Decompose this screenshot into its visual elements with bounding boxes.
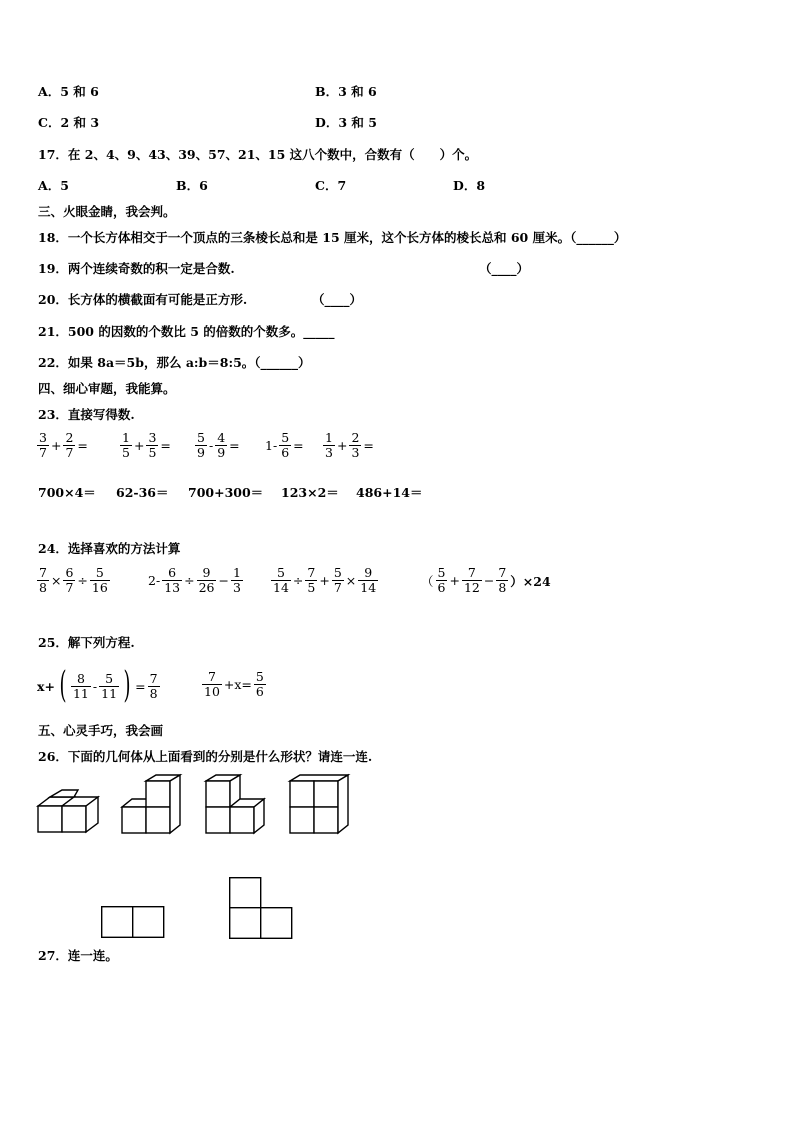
q23-expr-4: 1- $\frac{5}{6}$ = <box>265 430 304 460</box>
question-25-title: 25．解下列方程. <box>38 635 135 650</box>
solid-figure-2 <box>122 775 184 833</box>
question-26: 26．下面的几何体从上面看到的分别是什么形状？请连一连. <box>38 749 373 764</box>
q23-int-1: 700×4＝ <box>38 485 96 500</box>
q17-option-a: A．5 <box>38 178 69 193</box>
q24-expr-1: $\frac{7}{8}$ × $\frac{6}{7}$ ÷ $\frac{5}{16}$ <box>39 565 108 595</box>
answer-blank: （____） <box>312 292 363 307</box>
top-view-shape-2 <box>229 877 293 939</box>
q25-equation-2: $\frac{7}{10}$ +x= $\frac{5}{6}$ <box>204 669 264 699</box>
section-heading-4: 四、细心审题，我能算。 <box>38 381 176 396</box>
q24-expr-4: （ $\frac{5}{6}$ + $\frac{7}{12}$ − $\frac{7}{8}$ ）×24 <box>421 565 551 595</box>
q24-expr-3: $\frac{5}{14}$ ÷ $\frac{7}{5}$ + $\frac{5}{7}$ × $\frac{9}{14}$ <box>273 565 377 595</box>
q23-int-3: 700+300＝ <box>188 485 264 500</box>
option-b: B．3 和 6 <box>315 84 377 99</box>
option-d: D．3 和 5 <box>315 115 377 130</box>
question-18: 18．一个长方体相交于一个顶点的三条棱长总和是 15 厘米，这个长方体的棱长总和 60 厘米。（______） <box>38 230 627 245</box>
solid-figure-4 <box>290 775 352 833</box>
q23-int-4: 123×2＝ <box>281 485 339 500</box>
option-c: C．2 和 3 <box>38 115 100 130</box>
solid-figure-3 <box>206 775 268 833</box>
q23-int-2: 62-36＝ <box>116 485 169 500</box>
q17-option-d: D．8 <box>453 178 486 193</box>
q23-expr-1: $\frac{3}{7}$ + $\frac{2}{7}$ = <box>39 430 88 460</box>
answer-blank: （____） <box>479 261 530 276</box>
section-heading-5: 五、心灵手巧，我会画 <box>38 723 164 738</box>
question-17: 17．在 2、4、9、43、39、57、21、15 这八个数中，合数有（ ）个。 <box>38 147 478 162</box>
question-27: 27．连一连。 <box>38 948 118 963</box>
q24-expr-2: 2- $\frac{6}{13}$ ÷ $\frac{9}{26}$ − $\frac{1}{3}$ <box>148 565 241 595</box>
q23-expr-5: $\frac{1}{3}$ + $\frac{2}{3}$ = <box>325 430 374 460</box>
question-19: 19．两个连续奇数的积一定是合数. <box>38 261 235 276</box>
section-heading-3: 三、火眼金睛，我会判。 <box>38 204 176 219</box>
top-view-shape-1 <box>101 906 165 938</box>
question-24-title: 24．选择喜欢的方法计算 <box>38 541 181 556</box>
option-a: A．5 和 6 <box>38 84 99 99</box>
q23-expr-2: $\frac{1}{5}$ + $\frac{3}{5}$ = <box>122 430 171 460</box>
question-21: 21．500 的因数的个数比 5 的倍数的个数多。_____ <box>38 324 335 339</box>
question-20: 20．长方体的横截面有可能是正方形. <box>38 292 248 307</box>
question-22: 22．如果 8a＝5b，那么 a:b＝8:5。（______） <box>38 355 311 370</box>
q23-int-5: 486+14＝ <box>356 485 423 500</box>
q23-expr-3: $\frac{5}{9}$ - $\frac{4}{9}$ = <box>197 430 240 460</box>
solid-figure-1 <box>38 790 98 832</box>
q17-option-b: B．6 <box>176 178 208 193</box>
question-23-title: 23．直接写得数. <box>38 407 135 422</box>
q25-equation-1: x+ ( $\frac{8}{11}$ - $\frac{5}{11}$ ) = $\frac{7}{8}$ <box>37 665 158 706</box>
q17-option-c: C．7 <box>315 178 347 193</box>
